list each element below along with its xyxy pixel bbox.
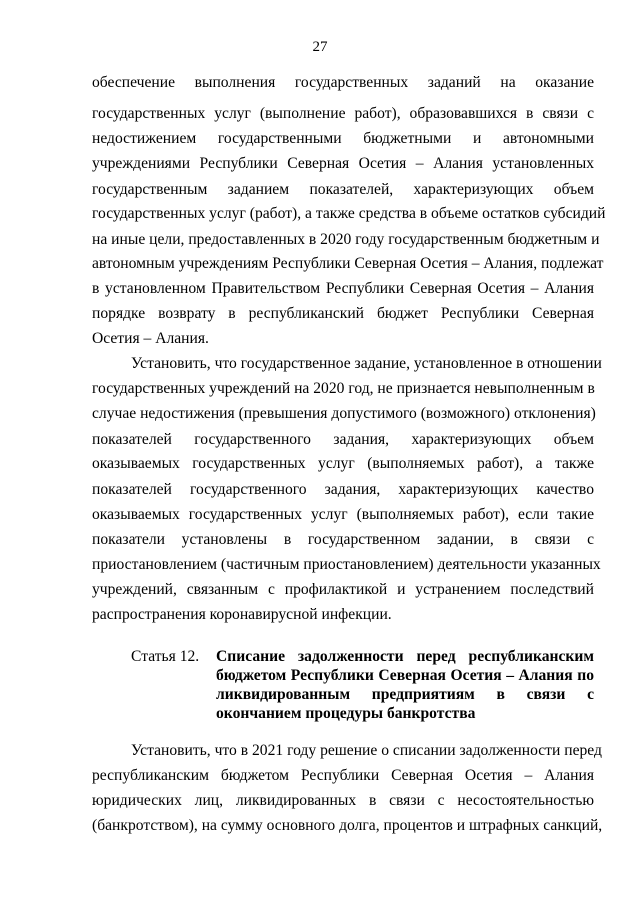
text-line: приостановлением (частичным приостановлением) деятельности указанных: [92, 556, 601, 573]
text-line: Установить, что государственное задание, установленное в отношении: [131, 355, 602, 372]
text-line: учреждений, связанным с профилактикой и устранением последствий: [92, 581, 594, 598]
text-line: распространения коронавирусной инфекции.: [92, 606, 392, 623]
text-line: порядке возврату в республиканский бюджет Республики Северная: [92, 305, 594, 322]
text-line: показателей государственного задания, характеризующих качество: [92, 481, 594, 498]
text-line: государственных учреждений на 2020 год, не признается невыполненным в: [92, 380, 595, 397]
text-line: показателей государственного задания, характеризующих объем: [92, 431, 594, 448]
text-line: случае недостижения (превышения допустимого (возможного) отклонения): [92, 405, 596, 422]
text-line: оказываемых государственных услуг (выполняемых работ), если такие: [92, 506, 594, 523]
text-line: государственных услуг (работ), а также средства в объеме остатков субсидий: [92, 205, 606, 222]
text-line: показатели установлены в государственном задании, в связи с: [92, 531, 594, 548]
text-line: обеспечение выполнения государственных заданий на оказание: [92, 74, 594, 91]
text-line: автономным учреждениям Республики Северная Осетия – Алания, подлежат: [92, 255, 604, 272]
text-line: государственных услуг (выполнение работ), образовавшихся в связи с: [92, 105, 594, 122]
text-line: учреждениями Республики Северная Осетия – Алания установленных: [92, 155, 594, 172]
page-number: 27: [312, 39, 328, 55]
article-title-line: Списание задолженности перед республиканским: [216, 648, 594, 665]
text-line: на иные цели, предоставленных в 2020 году государственным бюджетным и: [92, 231, 600, 248]
text-line: оказываемых государственных услуг (выполняемых работ), а также: [92, 455, 594, 472]
article-title-line: окончанием процедуры банкротства: [216, 705, 476, 722]
text-line: в установленном Правительством Республики Северная Осетия – Алания: [92, 280, 594, 297]
article-title-line: бюджетом Республики Северная Осетия – Алания по: [216, 667, 594, 684]
article-title-line: ликвидированным предприятиям в связи с: [216, 686, 594, 703]
text-line: Установить, что в 2021 году решение о списании задолженности перед: [131, 742, 602, 759]
text-line: Осетия – Алания.: [92, 330, 209, 347]
text-line: недостижением государственными бюджетными и автономными: [92, 130, 594, 147]
text-line: государственным заданием показателей, характеризующих объем: [92, 181, 594, 198]
text-line: юридических лиц, ликвидированных в связи с несостоятельностью: [92, 792, 594, 809]
text-line: (банкротством), на сумму основного долга, процентов и штрафных санкций,: [92, 817, 603, 834]
article-label: Статья 12.: [131, 648, 200, 665]
text-line: республиканским бюджетом Республики Северная Осетия – Алания: [92, 767, 594, 784]
